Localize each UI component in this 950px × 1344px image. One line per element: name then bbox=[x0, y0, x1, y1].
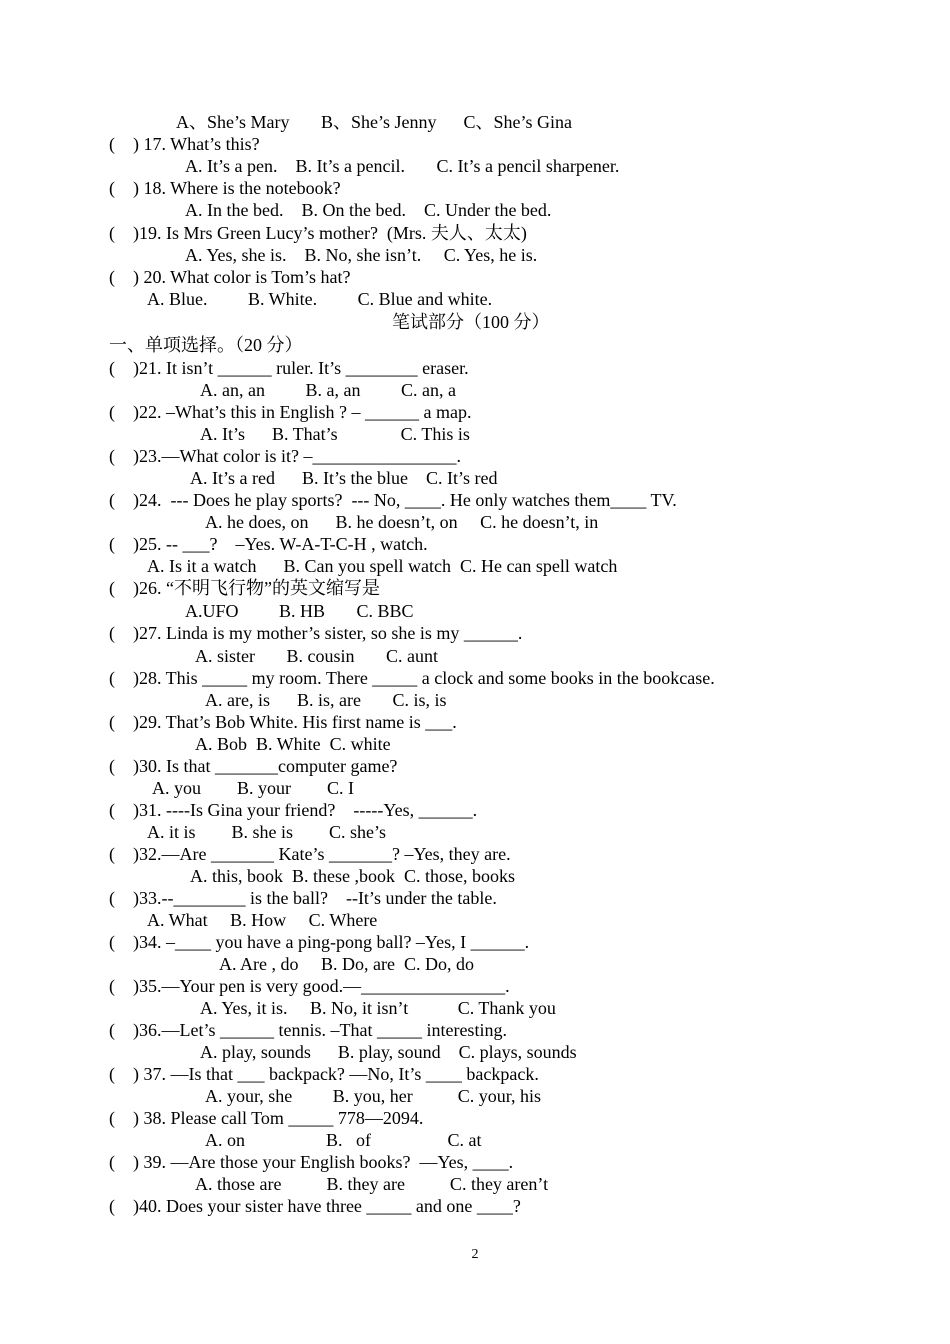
q34-options: A. Are , do B. Do, are C. Do, do bbox=[219, 954, 474, 974]
q21-question: ( )21. It isn’t ______ ruler. It’s ________ eraser. bbox=[109, 358, 469, 378]
page-number: 2 bbox=[471, 1247, 479, 1262]
q18-question: ( ) 18. Where is the notebook? bbox=[109, 178, 341, 198]
section-title-written: 笔试部分（100 分） bbox=[392, 312, 550, 332]
section-heading-choice: 一、单项选择。（20 分） bbox=[109, 335, 303, 355]
q20-question: ( ) 20. What color is Tom’s hat? bbox=[109, 267, 351, 287]
q29-question: ( )29. That’s Bob White. His first name is ___. bbox=[109, 712, 457, 732]
q16-options: A、She’s Mary B、She’s Jenny C、She’s Gina bbox=[176, 112, 572, 132]
q30-question: ( )30. Is that _______computer game? bbox=[109, 756, 398, 776]
q33-question: ( )33.--________ is the ball? --It’s under the table. bbox=[109, 888, 497, 908]
q25-question: ( )25. -- ___? –Yes. W-A-T-C-H , watch. bbox=[109, 534, 428, 554]
q17-options: A. It’s a pen. B. It’s a pencil. C. It’s a pencil sharpener. bbox=[185, 156, 620, 176]
q31-options: A. it is B. she is C. she’s bbox=[147, 822, 387, 842]
q24-question: ( )24. --- Does he play sports? --- No, ____. He only watches them____ TV. bbox=[109, 490, 677, 510]
q40-question: ( )40. Does your sister have three _____ and one ____? bbox=[109, 1196, 521, 1216]
q36-question: ( )36.—Let’s ______ tennis. –That _____ interesting. bbox=[109, 1020, 507, 1040]
q17-question: ( ) 17. What’s this? bbox=[109, 134, 260, 154]
q23-options: A. It’s a red B. It’s the blue C. It’s red bbox=[190, 468, 498, 488]
q20-options: A. Blue. B. White. C. Blue and white. bbox=[147, 289, 493, 309]
q39-options: A. those are B. they are C. they aren’t bbox=[195, 1174, 549, 1194]
q27-options: A. sister B. cousin C. aunt bbox=[195, 646, 438, 666]
q31-question: ( )31. ----Is Gina your friend? -----Yes, ______. bbox=[109, 800, 478, 820]
q28-options: A. are, is B. is, are C. is, is bbox=[205, 690, 447, 710]
q37-options: A. your, she B. you, her C. your, his bbox=[205, 1086, 542, 1106]
q24-options: A. he does, on B. he doesn’t, on C. he doesn’t, in bbox=[205, 512, 599, 532]
q35-question: ( )35.—Your pen is very good.—________________. bbox=[109, 976, 510, 996]
q32-options: A. this, book B. these ,book C. those, books bbox=[190, 866, 516, 886]
q23-question: ( )23.—What color is it? –________________. bbox=[109, 446, 461, 466]
q21-options: A. an, an B. a, an C. an, a bbox=[200, 380, 456, 400]
q38-question: ( ) 38. Please call Tom _____ 778—2094. bbox=[109, 1108, 424, 1128]
q35-options: A. Yes, it is. B. No, it isn’t C. Thank you bbox=[200, 998, 556, 1018]
q39-question: ( ) 39. —Are those your English books? —Yes, ____. bbox=[109, 1152, 514, 1172]
q33-options: A. What B. How C. Where bbox=[147, 910, 378, 930]
q30-options: A. you B. your C. I bbox=[152, 778, 354, 798]
q36-options: A. play, sounds B. play, sound C. plays, sounds bbox=[200, 1042, 577, 1062]
q37-question: ( ) 37. —Is that ___ backpack? —No, It’s ____ backpack. bbox=[109, 1064, 539, 1084]
q26-question: ( )26. “不明飞行物”的英文缩写是 bbox=[109, 578, 380, 598]
q27-question: ( )27. Linda is my mother’s sister, so she is my ______. bbox=[109, 623, 523, 643]
q38-options: A. on B. of C. at bbox=[205, 1130, 482, 1150]
q19-options: A. Yes, she is. B. No, she isn’t. C. Yes, he is. bbox=[185, 245, 538, 265]
q34-question: ( )34. –____ you have a ping-pong ball? –Yes, I ______. bbox=[109, 932, 530, 952]
q25-options: A. Is it a watch B. Can you spell watch C. He can spell watch bbox=[147, 556, 618, 576]
q28-question: ( )28. This _____ my room. There _____ a clock and some books in the bookcase. bbox=[109, 668, 715, 688]
q32-question: ( )32.—Are _______ Kate’s _______? –Yes, they are. bbox=[109, 844, 511, 864]
q19-question: ( )19. Is Mrs Green Lucy’s mother? (Mrs. 夫人、太太) bbox=[109, 223, 527, 243]
q22-options: A. It’s B. That’s C. This is bbox=[200, 424, 470, 444]
q18-options: A. In the bed. B. On the bed. C. Under the bed. bbox=[185, 200, 552, 220]
q22-question: ( )22. –What’s this in English ? – ______ a map. bbox=[109, 402, 472, 422]
q26-options: A.UFO B. HB C. BBC bbox=[185, 601, 414, 621]
q29-options: A. Bob B. White C. white bbox=[195, 734, 391, 754]
